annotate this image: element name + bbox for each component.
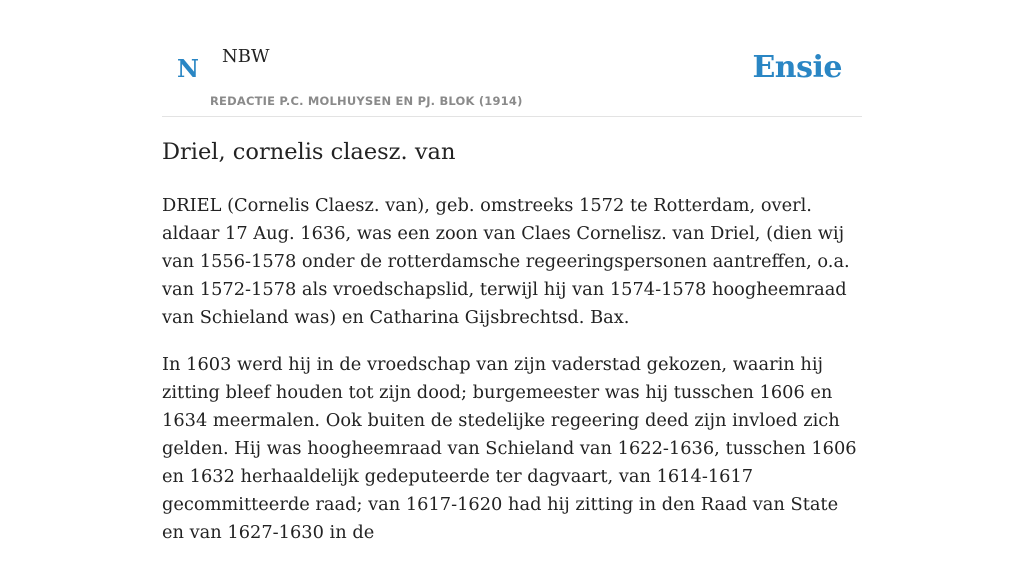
header <box>162 0 862 117</box>
article-paragraph: DRIEL (Cornelis Claesz. van), geb. omstreeks 1572 te Rotterdam, overl. aldaar 17 Aug. 1636, was een zoon van Claes Cornelisz. van Driel, (dien wij van 1556-1578 onder de rotterdamsche regeeringspersonen aantreffen, o.a. van 1572-1578 als vroedschapslid, terwijl hij van 1574-1578 hoogheemraad van Schieland was) en Catharina Gijsbrechtsd. Bax. <box>162 195 850 328</box>
source-name[interactable]: NBW <box>222 46 270 67</box>
brand-logo[interactable]: Ensie <box>752 50 842 85</box>
page <box>162 0 862 543</box>
source-subtitle: REDACTIE P.C. MOLHUYSEN EN PJ. BLOK (1914) <box>210 94 523 108</box>
article-paragraph: In 1603 werd hij in de vroedschap van zijn vaderstad gekozen, waarin hij zitting bleef houden tot zijn dood; burgemeester was hij tusschen 1606 en 1634 meermalen. Ook buiten de stedelijke regeering deed zijn invloed zich gelden. Hij was hoogheemraad van Schieland van 1622-1636, tusschen 1606 en 1632 herhaaldelijk gedeputeerde ter dagvaart, van 1614-1617 gecommitteerde raad; van 1617-1620 had hij zitting in den Raad van State en van 1627-1630 in de <box>162 354 857 543</box>
article-title: Driel, cornelis claesz. van <box>162 139 456 165</box>
article-body <box>162 192 862 566</box>
source-logo[interactable]: N <box>177 54 199 83</box>
